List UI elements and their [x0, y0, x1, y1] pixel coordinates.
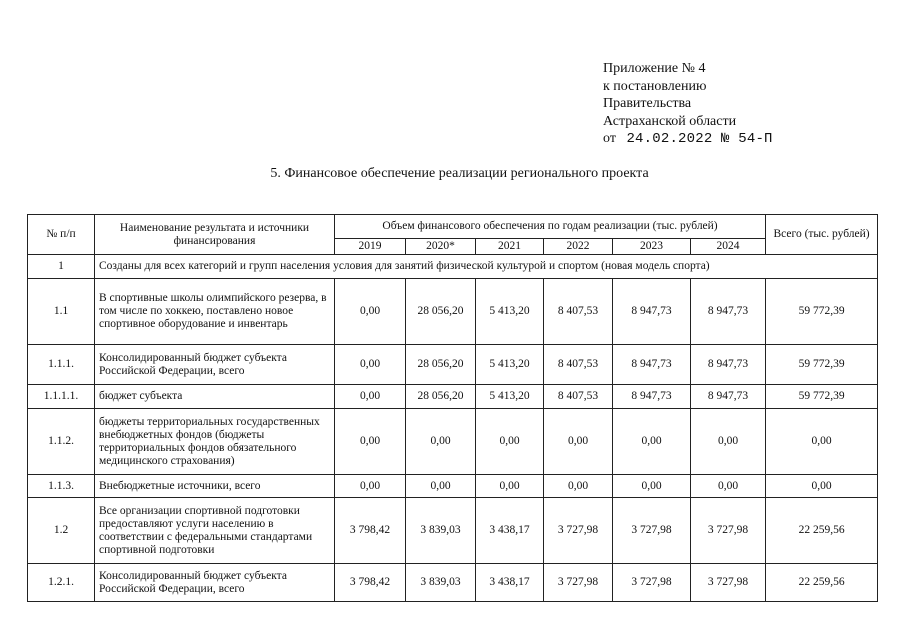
header-year: 2020* [406, 239, 476, 255]
row-value: 3 727,98 [691, 498, 766, 564]
row-value: 0,00 [335, 279, 406, 345]
row-value: 0,00 [691, 475, 766, 498]
row-num: 1.1.2. [28, 409, 95, 475]
table-row [28, 409, 878, 475]
header-total: Всего (тыс. рублей) [766, 215, 878, 255]
header-volume: Объем финансового обеспечения по годам реализации (тыс. рублей) [335, 215, 766, 239]
row-value: 8 947,73 [613, 345, 691, 385]
finance-table [27, 214, 878, 602]
row-value: 3 839,03 [406, 498, 476, 564]
row-num: 1.2.1. [28, 564, 95, 602]
row-value: 0,00 [691, 409, 766, 475]
row-name: бюджет субъекта [95, 385, 335, 409]
row-value: 0,00 [335, 345, 406, 385]
row-num: 1.1.1. [28, 345, 95, 385]
row-total: 59 772,39 [766, 279, 878, 345]
appendix-line-1: Приложение № 4 [603, 61, 706, 76]
row-value: 8 407,53 [544, 385, 613, 409]
header-year: 2023 [613, 239, 691, 255]
row-value: 0,00 [476, 475, 544, 498]
section-text: Созданы для всех категорий и групп населения условия для занятий физической культурой и спортом (новая модель спорта) [95, 255, 878, 279]
row-value: 3 727,98 [544, 564, 613, 602]
table-row [28, 279, 878, 345]
appendix-line-5 [603, 130, 773, 149]
row-value: 3 727,98 [613, 498, 691, 564]
row-value: 0,00 [544, 409, 613, 475]
row-value: 8 947,73 [691, 345, 766, 385]
row-value: 0,00 [335, 475, 406, 498]
row-total: 22 259,56 [766, 498, 878, 564]
appendix-line-4: Астраханской области [603, 113, 737, 129]
appendix-line-2: к постановлению [603, 78, 707, 94]
appendix-line-3: Правительства [603, 96, 692, 112]
row-value: 3 438,17 [476, 498, 544, 564]
section-title: 5. Финансовое обеспечение реализации регионального проекта [270, 166, 649, 181]
table-row [28, 498, 878, 564]
row-value: 3 727,98 [613, 564, 691, 602]
row-value: 3 839,03 [406, 564, 476, 602]
row-value: 0,00 [613, 475, 691, 498]
appendix-date-number: 24.02.2022 № 54-П [626, 131, 773, 148]
row-value: 28 056,20 [406, 279, 476, 345]
row-num: 1.2 [28, 498, 95, 564]
row-total: 0,00 [766, 409, 878, 475]
section-row [28, 255, 878, 279]
row-name: Все организации спортивной подготовки предоставляют услуги населению в соответствии с федеральными стандартами спортивной подготовки [95, 498, 335, 564]
header-name: Наименование результата и источники финансирования [95, 215, 335, 255]
appendix-date-prefix: от [603, 131, 616, 147]
row-name: Внебюджетные источники, всего [95, 475, 335, 498]
table-row [28, 385, 878, 409]
row-value: 0,00 [335, 409, 406, 475]
appendix-header [603, 60, 773, 149]
row-value: 3 798,42 [335, 564, 406, 602]
row-value: 8 407,53 [544, 345, 613, 385]
row-value: 3 798,42 [335, 498, 406, 564]
header-num: № п/п [28, 215, 95, 255]
row-value: 28 056,20 [406, 385, 476, 409]
row-value: 0,00 [613, 409, 691, 475]
row-total: 59 772,39 [766, 385, 878, 409]
header-year: 2021 [476, 239, 544, 255]
row-value: 5 413,20 [476, 385, 544, 409]
row-num: 1.1 [28, 279, 95, 345]
row-name: В спортивные школы олимпийского резерва, в том числе по хоккею, поставлено новое спортивное оборудование и инвентарь [95, 279, 335, 345]
row-value: 3 727,98 [691, 564, 766, 602]
section-num: 1 [28, 255, 95, 279]
header-year: 2022 [544, 239, 613, 255]
table-row [28, 345, 878, 385]
row-num: 1.1.1.1. [28, 385, 95, 409]
row-name: Консолидированный бюджет субъекта Российской Федерации, всего [95, 345, 335, 385]
row-value: 0,00 [335, 385, 406, 409]
table-row [28, 564, 878, 602]
row-value: 3 727,98 [544, 498, 613, 564]
row-value: 28 056,20 [406, 345, 476, 385]
table-row [28, 475, 878, 498]
row-name: бюджеты территориальных государственных внебюджетных фондов (бюджеты территориальных фондов обязательного медицинского страхования) [95, 409, 335, 475]
row-value: 8 407,53 [544, 279, 613, 345]
row-value: 5 413,20 [476, 279, 544, 345]
header-year: 2019 [335, 239, 406, 255]
row-value: 8 947,73 [613, 279, 691, 345]
row-num: 1.1.3. [28, 475, 95, 498]
row-value: 0,00 [476, 409, 544, 475]
row-value: 3 438,17 [476, 564, 544, 602]
row-value: 8 947,73 [691, 385, 766, 409]
row-value: 8 947,73 [691, 279, 766, 345]
row-value: 0,00 [406, 475, 476, 498]
row-total: 0,00 [766, 475, 878, 498]
row-value: 0,00 [406, 409, 476, 475]
header-year: 2024 [691, 239, 766, 255]
row-total: 22 259,56 [766, 564, 878, 602]
row-total: 59 772,39 [766, 345, 878, 385]
row-value: 5 413,20 [476, 345, 544, 385]
row-name: Консолидированный бюджет субъекта Российской Федерации, всего [95, 564, 335, 602]
row-value: 0,00 [544, 475, 613, 498]
row-value: 8 947,73 [613, 385, 691, 409]
